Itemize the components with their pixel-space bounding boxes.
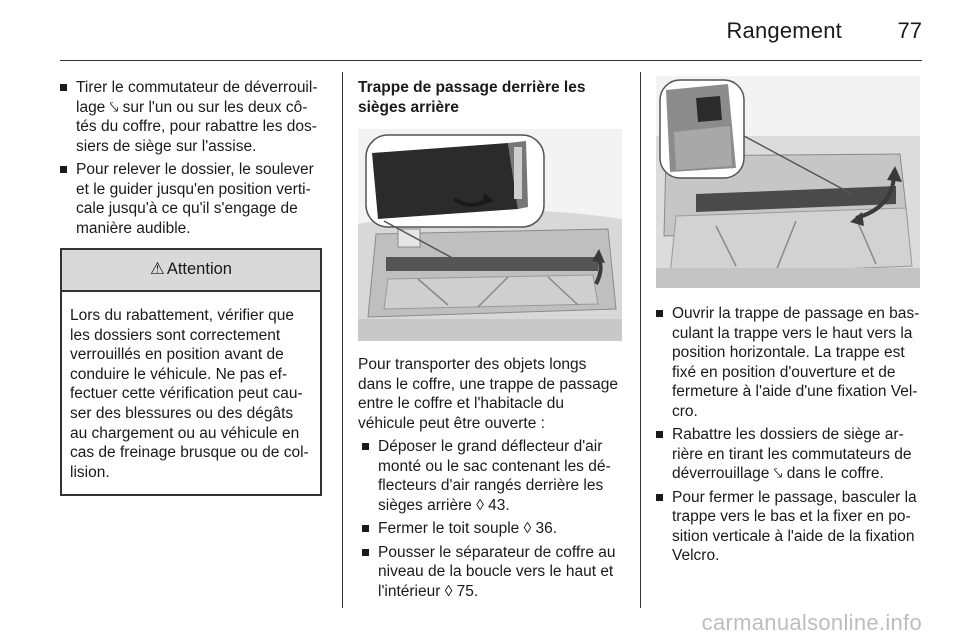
list-item: Tirer le commutateur de déverrouillage ⤥ sur l'un ou sur les deux côtés du coffre, pour rabattre les dossiers de siège sur l'assise. (60, 78, 322, 156)
warning-header (62, 250, 320, 292)
list-item: Ouvrir la trappe de passage en basculant la trappe vers le haut vers la position horizontale. La trappe est fixé en position d'ouverture et de fermeture à l'aide d'une fixation Velcro. (656, 304, 922, 421)
column-divider-2 (640, 72, 641, 608)
warning-triangle-icon: ⚠ (150, 260, 165, 279)
right-bullet-list (656, 304, 922, 566)
left-bullet-list (60, 78, 322, 238)
column-divider-1 (342, 72, 343, 608)
passage-flap-shape (386, 257, 598, 271)
middle-column (358, 78, 624, 605)
middle-bullet-list (362, 437, 624, 601)
header-divider (60, 60, 922, 61)
section-paragraph: Pour transporter des objets longs dans le coffre, une trappe de passage entre le coffre et l'habitacle du véhicule peut être ouverte : (358, 356, 618, 432)
list-item: Pousser le séparateur de coffre au niveau de la boucle vers le haut et l'intérieur ◊ 75. (362, 543, 624, 602)
list-item: Rabattre les dossiers de siège arrière en tirant les commutateurs de déverrouillage ⤥ dans le coffre. (656, 425, 922, 484)
watermark: carmanualsonline.info (701, 610, 922, 635)
list-item: Déposer le grand déflecteur d'air monté ou le sac contenant les déflecteurs d'air rangés derrière les sièges arrière ◊ 43. (362, 437, 624, 515)
page-number: 77 (897, 18, 922, 43)
warning-box (60, 248, 322, 496)
list-item: Pour relever le dossier, le soulever et le guider jusqu'en position verticale jusqu'à ce qu'il s'engage de manière audible. (60, 160, 322, 238)
list-item: Pour fermer le passage, basculer la trappe vers le bas et la fixer en position verticale à l'aide de la fixation Velcro. (656, 488, 922, 566)
warning-body: Lors du rabattement, vérifier que les dossiers sont correctement verrouillés en position avant de conduire le véhicule. Ne pas effectuer cette vérification peut causer des blessures ou des dégâts au chargement ou au véhicule en cas de freinage brusque ou de collision. (70, 307, 309, 481)
trunk-passage-photo (358, 129, 622, 341)
list-item: Fermer le toit souple ◊ 36. (362, 519, 624, 539)
section-title: Trappe de passage derrière les sièges arrière (358, 79, 586, 116)
right-column (656, 76, 922, 570)
left-column (60, 78, 322, 496)
page-title: Rangement (726, 18, 842, 43)
warning-title: Attention (166, 260, 232, 279)
trunk-flap-open-photo (656, 76, 920, 288)
